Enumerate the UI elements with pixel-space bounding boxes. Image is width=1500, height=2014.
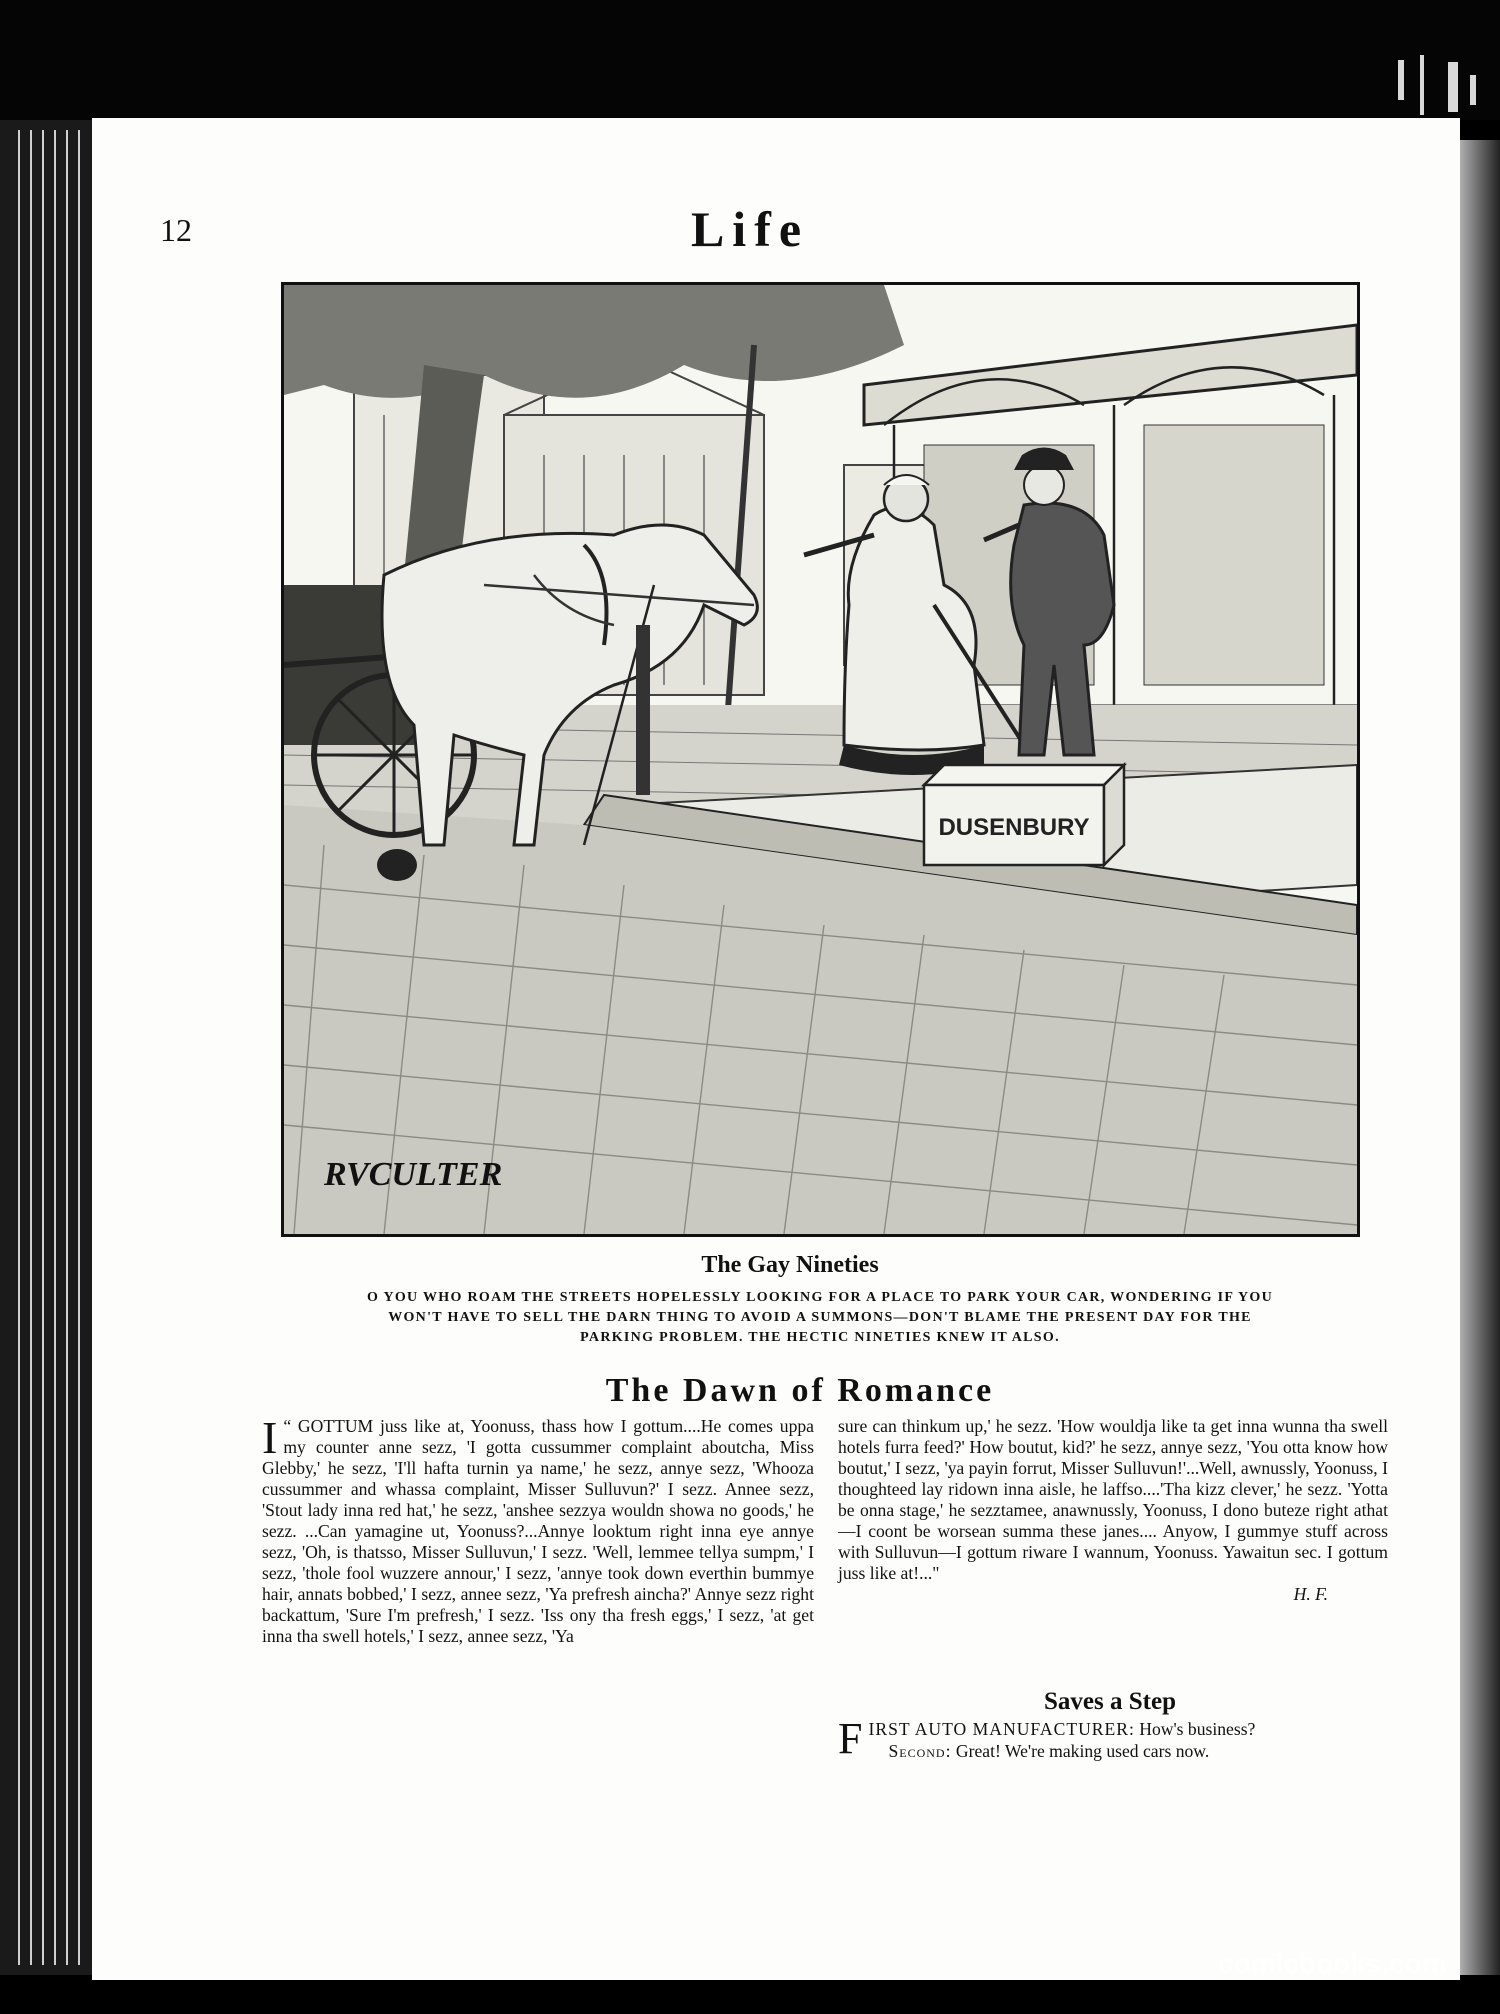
scan-background-top (0, 0, 1500, 120)
article-column-right (838, 1416, 1388, 1605)
cartoon-drawing (284, 285, 1357, 1234)
article-column-left (262, 1412, 814, 1647)
opening-quote: “ (283, 1416, 292, 1436)
article-right-text: sure can thinkum up,' he sezz. 'How wouldja like ta get inna wunna tha swell hotels furra feed?' How boutut, kid?' he sezz, annye sezz, 'You otta know how boutut,' I sezz, 'ya payin forrut, Misser Sulluvun!'...Well, awnussly, Yoonuss, I thoughteed lay ridown inna aisle, he laffso....'Tha kizz clever,' he sezz. 'Yotta be onna stage,' he sezztamee, anawnussly, Yoonuss, I dono buteze right athat—I coont be worsean summa these janes.... Anyow, I gummye stuff across with Sulluvun—I gottum riware I wannum, Yoonuss. Yawaitun sec. I gottum juss like at!..." (838, 1416, 1388, 1583)
article-signature: H. F. (1293, 1584, 1328, 1604)
article-title: The Dawn of Romance (605, 1372, 995, 1409)
joke-line-1: How's business? (1134, 1719, 1256, 1739)
caption-title: The Gay Nineties (701, 1252, 879, 1278)
masthead: Life (690, 201, 810, 257)
crate-label: DUSENBURY (938, 814, 1090, 841)
joke-dropcap: F (838, 1714, 863, 1763)
article-left-text: GOTTUM juss like at, Yoonuss, thass how I gottum....He comes uppa my counter anne sezz, 'I gotta cussummer complaint aboutcha, Miss Glebby,' he sezz, 'I'll hafta turnin ya name,' he sezz, annye sezz, 'Whooza cussummer and whassa complaint, Misser Sulluvun?' I sezz. Annee sezz, 'Stout lady inna red hat,' he sezz, 'anshee sezzya wouldn showa no goods,' he sezz. ...Can yamagine ut, Yoonuss?...Annye looktum right inna eye annye sezz, 'Oh, is thatsso, Misser Sulluvun,' I sezz. 'Well, lemmee tellya sumpm,' I sezz, 'thole fool wuzzere annour,' I sezz, 'annye took down everthin bummye hair, annats bobbed,' I sezz, annee sezz, 'Ya prefresh aincha?' Annye sezz right backattum, 'Sure I'm prefresh,' I sezz. 'Iss ony tha fresh eggs,' I sezz, 'at get inna tha swell hotels,' I sezz, annee sezz, 'Ya (262, 1416, 814, 1646)
cartoon-illustration (281, 282, 1360, 1237)
joke-text (838, 1714, 1390, 1763)
joke-line-2: Great! We're making used cars now. (951, 1741, 1210, 1761)
joke-title: Saves a Step (1044, 1688, 1176, 1715)
joke-speaker-1: IRST AUTO MANUFACTURER: (868, 1719, 1135, 1739)
dropcap-letter: I (262, 1412, 278, 1463)
joke-speaker-2: Second: (888, 1741, 952, 1761)
site-watermark: comicbooks.com (1218, 1948, 1447, 1979)
artist-signature: RVCULTER (324, 1156, 503, 1193)
page-number: 12 (160, 212, 192, 248)
caption-text: O YOU WHO ROAM THE STREETS HOPELESSLY LOOKING FOR A PLACE TO PARK YOUR CAR, WONDERING IF YOU WON'T HAVE TO SELL THE DARN THING TO AVOID A SUMMONS—DON'T BLAME THE PRESENT DAY FOR THE PARKING PROBLEM. THE HECTIC NINETIES KNEW IT ALSO. (366, 1290, 1274, 1345)
